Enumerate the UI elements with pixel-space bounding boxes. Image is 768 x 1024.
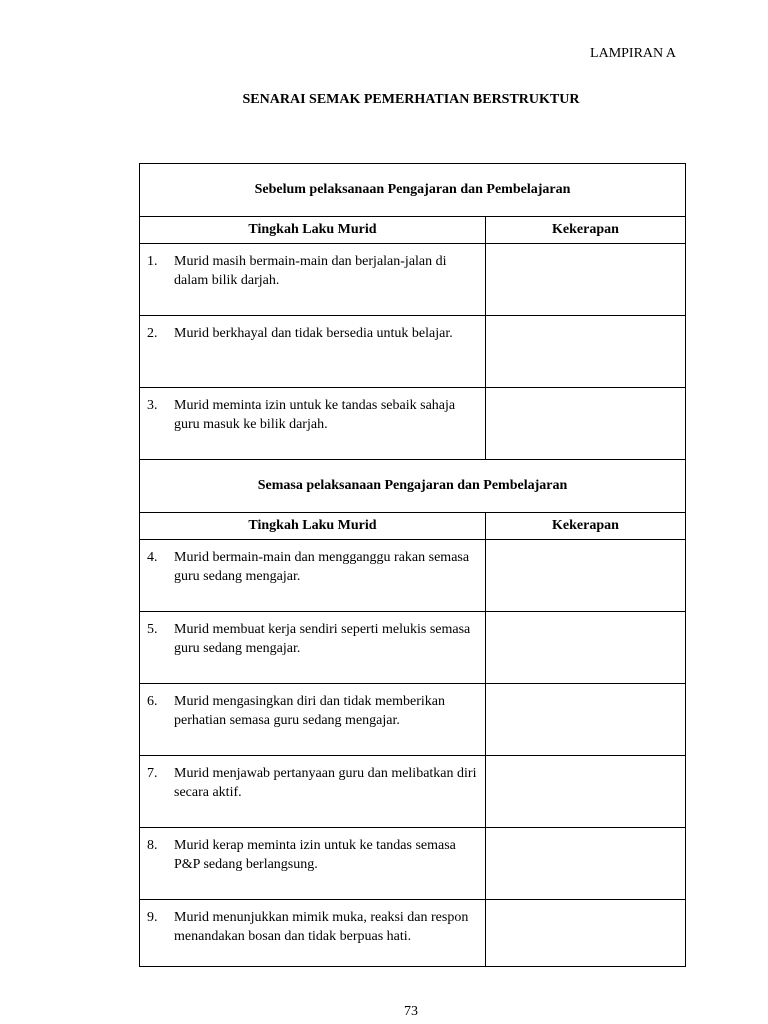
column-header-row (140, 513, 686, 540)
behavior-item (140, 244, 485, 290)
frequency-cell[interactable] (486, 316, 686, 388)
behavior-cell (140, 684, 486, 756)
column-header-frequency: Kekerapan (486, 217, 686, 244)
item-number: 3. (147, 398, 158, 413)
table-row (140, 388, 686, 460)
column-header-frequency: Kekerapan (486, 513, 686, 540)
frequency-cell[interactable] (486, 756, 686, 828)
table-row (140, 316, 686, 388)
frequency-cell[interactable] (486, 244, 686, 316)
table-row (140, 756, 686, 828)
behavior-cell (140, 388, 486, 460)
section-heading: Semasa pelaksanaan Pengajaran dan Pembelajaran (140, 460, 686, 513)
behavior-item (140, 756, 485, 802)
observation-checklist-table (139, 163, 686, 967)
table-row (140, 900, 686, 967)
column-header-row (140, 217, 686, 244)
item-number: 5. (147, 622, 158, 637)
behavior-item (140, 612, 485, 658)
item-text: Murid mengasingkan diri dan tidak memberikan perhatian semasa guru sedang mengajar. (174, 694, 445, 728)
checklist-body (140, 164, 686, 967)
frequency-cell[interactable] (486, 684, 686, 756)
table-row (140, 244, 686, 316)
behavior-cell (140, 900, 486, 967)
page-number: 73 (404, 1004, 418, 1019)
behavior-cell (140, 612, 486, 684)
document-title: SENARAI SEMAK PEMERHATIAN BERSTRUKTUR (242, 92, 580, 107)
table-row (140, 540, 686, 612)
behavior-item (140, 316, 485, 343)
item-text: Murid kerap meminta izin untuk ke tandas semasa P&P sedang berlangsung. (174, 838, 456, 872)
table-row (140, 828, 686, 900)
frequency-cell[interactable] (486, 612, 686, 684)
frequency-cell[interactable] (486, 388, 686, 460)
behavior-item (140, 540, 485, 586)
section-heading: Sebelum pelaksanaan Pengajaran dan Pembelajaran (140, 164, 686, 217)
item-number: 1. (147, 254, 158, 269)
item-number: 9. (147, 910, 158, 925)
section-heading-row (140, 164, 686, 217)
behavior-cell (140, 756, 486, 828)
column-header-behavior: Tingkah Laku Murid (140, 513, 486, 540)
behavior-item (140, 900, 485, 946)
table-row (140, 684, 686, 756)
behavior-item (140, 684, 485, 730)
frequency-cell[interactable] (486, 828, 686, 900)
behavior-item (140, 388, 485, 434)
behavior-cell (140, 316, 486, 388)
item-number: 6. (147, 694, 158, 709)
item-text: Murid masih bermain-main dan berjalan-jalan di dalam bilik darjah. (174, 254, 447, 288)
item-text: Murid menjawab pertanyaan guru dan melibatkan diri secara aktif. (174, 766, 477, 800)
item-number: 4. (147, 550, 158, 565)
behavior-cell (140, 244, 486, 316)
table-row (140, 612, 686, 684)
item-text: Murid menunjukkan mimik muka, reaksi dan respon menandakan bosan dan tidak berpuas hati. (174, 910, 469, 944)
column-header-behavior: Tingkah Laku Murid (140, 217, 486, 244)
behavior-cell (140, 828, 486, 900)
item-text: Murid membuat kerja sendiri seperti melukis semasa guru sedang mengajar. (174, 622, 471, 656)
appendix-label: LAMPIRAN A (590, 46, 676, 61)
section-heading-row (140, 460, 686, 513)
frequency-cell[interactable] (486, 540, 686, 612)
item-text: Murid meminta izin untuk ke tandas sebaik sahaja guru masuk ke bilik darjah. (174, 398, 456, 432)
item-text: Murid berkhayal dan tidak bersedia untuk belajar. (174, 326, 453, 341)
frequency-cell[interactable] (486, 900, 686, 967)
behavior-cell (140, 540, 486, 612)
item-number: 7. (147, 766, 158, 781)
item-text: Murid bermain-main dan mengganggu rakan semasa guru sedang mengajar. (174, 550, 470, 584)
behavior-item (140, 828, 485, 874)
item-number: 2. (147, 326, 158, 341)
item-number: 8. (147, 838, 158, 853)
